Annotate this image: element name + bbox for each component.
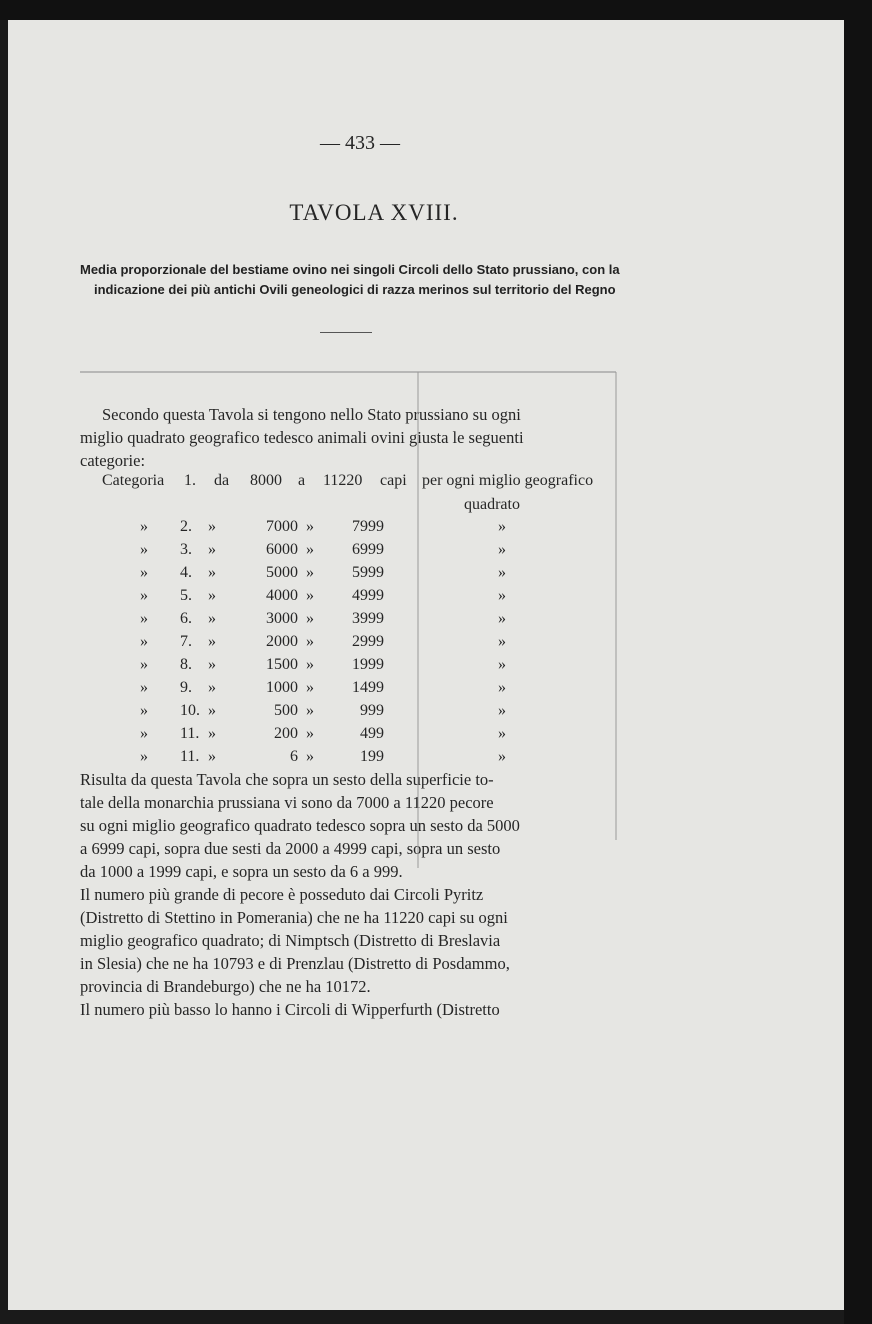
- ditto-mark: »: [208, 702, 216, 719]
- high-value: 199: [360, 748, 384, 765]
- category-number: 2.: [180, 518, 192, 535]
- low-value: 7000: [266, 518, 298, 535]
- category-number: 4.: [180, 564, 192, 581]
- text-line: su ogni miglio geografico quadrato tedesco sopra un sesto da 5000: [80, 816, 520, 835]
- ditto-mark: »: [208, 564, 216, 581]
- low-value: 2000: [266, 633, 298, 650]
- category-number: 6.: [180, 610, 192, 627]
- low-value: 4000: [266, 587, 298, 604]
- category-number: 8.: [180, 656, 192, 673]
- ditto-mark: »: [140, 748, 148, 765]
- high-value: 999: [360, 702, 384, 719]
- unit-description-cont: quadrato: [464, 496, 520, 513]
- high-value: 6999: [352, 541, 384, 558]
- ditto-mark: »: [208, 656, 216, 673]
- text-line: Il numero più basso lo hanno i Circoli di Wipperfurth (Distretto: [80, 1000, 500, 1019]
- from-word: da: [214, 472, 230, 489]
- low-value: 6000: [266, 541, 298, 558]
- ditto-mark: »: [140, 518, 148, 535]
- ditto-mark: »: [208, 518, 216, 535]
- high-value: 7999: [352, 518, 384, 535]
- text-line: miglio quadrato geografico tedesco animali ovini giusta le seguenti: [80, 428, 524, 447]
- ditto-mark: »: [306, 702, 314, 719]
- low-value: 5000: [266, 564, 298, 581]
- unit-word: capi: [380, 472, 407, 489]
- page-number: — 433 —: [320, 132, 400, 154]
- category-number: 1.: [184, 472, 196, 489]
- unit-description: per ogni miglio geografico: [422, 472, 594, 489]
- text-line: in Slesia) che ne ha 10793 e di Prenzlau (Distretto di Posdammo,: [80, 954, 510, 973]
- ditto-mark: »: [498, 518, 506, 535]
- category-number: 11.: [180, 748, 200, 765]
- ditto-mark: »: [306, 587, 314, 604]
- low-value: 3000: [266, 610, 298, 627]
- ditto-mark: »: [140, 541, 148, 558]
- text-line: tale della monarchia prussiana vi sono da 7000 a 11220 pecore: [80, 793, 494, 812]
- high-value: 1999: [352, 656, 384, 673]
- ditto-mark: »: [306, 656, 314, 673]
- low-value: 8000: [250, 472, 282, 489]
- ditto-mark: »: [498, 564, 506, 581]
- category-number: 3.: [180, 541, 192, 558]
- ditto-mark: »: [140, 725, 148, 742]
- plate-title: TAVOLA XVIII.: [289, 200, 459, 225]
- ditto-mark: »: [208, 679, 216, 696]
- ditto-mark: »: [208, 748, 216, 765]
- low-value: 1500: [266, 656, 298, 673]
- ditto-mark: »: [140, 587, 148, 604]
- ditto-mark: »: [306, 541, 314, 558]
- text-line: (Distretto di Stettino in Pomerania) che ne ha 11220 capi su ogni: [80, 908, 508, 927]
- category-label: Categoria: [102, 472, 165, 489]
- ditto-mark: »: [140, 702, 148, 719]
- text-line: categorie:: [80, 451, 146, 470]
- category-number: 11.: [180, 725, 200, 742]
- ditto-mark: »: [208, 610, 216, 627]
- high-value: 1499: [352, 679, 384, 696]
- ditto-mark: »: [306, 610, 314, 627]
- low-value: 500: [274, 702, 298, 719]
- caption-line: indicazione dei più antichi Ovili geneologici di razza merinos sul territorio del Regno: [94, 282, 616, 297]
- ditto-mark: »: [306, 564, 314, 581]
- ditto-mark: »: [208, 587, 216, 604]
- text-line: Secondo questa Tavola si tengono nello Stato prussiano su ogni: [102, 405, 521, 424]
- category-number: 10.: [180, 702, 200, 719]
- ditto-mark: »: [306, 679, 314, 696]
- text-line: provincia di Brandeburgo) che ne ha 10172.: [80, 977, 371, 996]
- ditto-mark: »: [498, 679, 506, 696]
- ditto-mark: »: [306, 633, 314, 650]
- ditto-mark: »: [306, 748, 314, 765]
- high-value: 3999: [352, 610, 384, 627]
- ditto-mark: »: [140, 679, 148, 696]
- ditto-mark: »: [306, 518, 314, 535]
- ditto-mark: »: [208, 633, 216, 650]
- ditto-mark: »: [140, 633, 148, 650]
- ditto-mark: »: [140, 656, 148, 673]
- text-line: da 1000 a 1999 capi, e sopra un sesto da 6 a 999.: [80, 862, 403, 881]
- text-line: a 6999 capi, sopra due sesti da 2000 a 4999 capi, sopra un sesto: [80, 839, 501, 858]
- text-line: miglio geografico quadrato; di Nimptsch (Distretto di Breslavia: [80, 931, 501, 950]
- ditto-mark: »: [498, 656, 506, 673]
- ditto-mark: »: [498, 748, 506, 765]
- low-value: 6: [290, 748, 298, 765]
- ditto-mark: »: [498, 702, 506, 719]
- text-line: Il numero più grande di pecore è posseduto dai Circoli Pyritz: [80, 885, 484, 904]
- high-value: 4999: [352, 587, 384, 604]
- ditto-mark: »: [306, 725, 314, 742]
- ditto-mark: »: [208, 725, 216, 742]
- ditto-mark: »: [498, 587, 506, 604]
- to-word: a: [298, 472, 306, 489]
- high-value: 2999: [352, 633, 384, 650]
- ditto-mark: »: [140, 610, 148, 627]
- high-value: 11220: [323, 472, 363, 489]
- ditto-mark: »: [498, 633, 506, 650]
- low-value: 1000: [266, 679, 298, 696]
- high-value: 499: [360, 725, 384, 742]
- category-number: 9.: [180, 679, 192, 696]
- category-number: 5.: [180, 587, 192, 604]
- ditto-mark: »: [140, 564, 148, 581]
- high-value: 5999: [352, 564, 384, 581]
- low-value: 200: [274, 725, 298, 742]
- ditto-mark: »: [208, 541, 216, 558]
- ditto-mark: »: [498, 541, 506, 558]
- category-number: 7.: [180, 633, 192, 650]
- ditto-mark: »: [498, 610, 506, 627]
- caption-line: Media proporzionale del bestiame ovino nei singoli Circoli dello Stato prussiano, con la: [80, 262, 620, 277]
- text-line: Risulta da questa Tavola che sopra un sesto della superficie to-: [80, 770, 494, 789]
- ditto-mark: »: [498, 725, 506, 742]
